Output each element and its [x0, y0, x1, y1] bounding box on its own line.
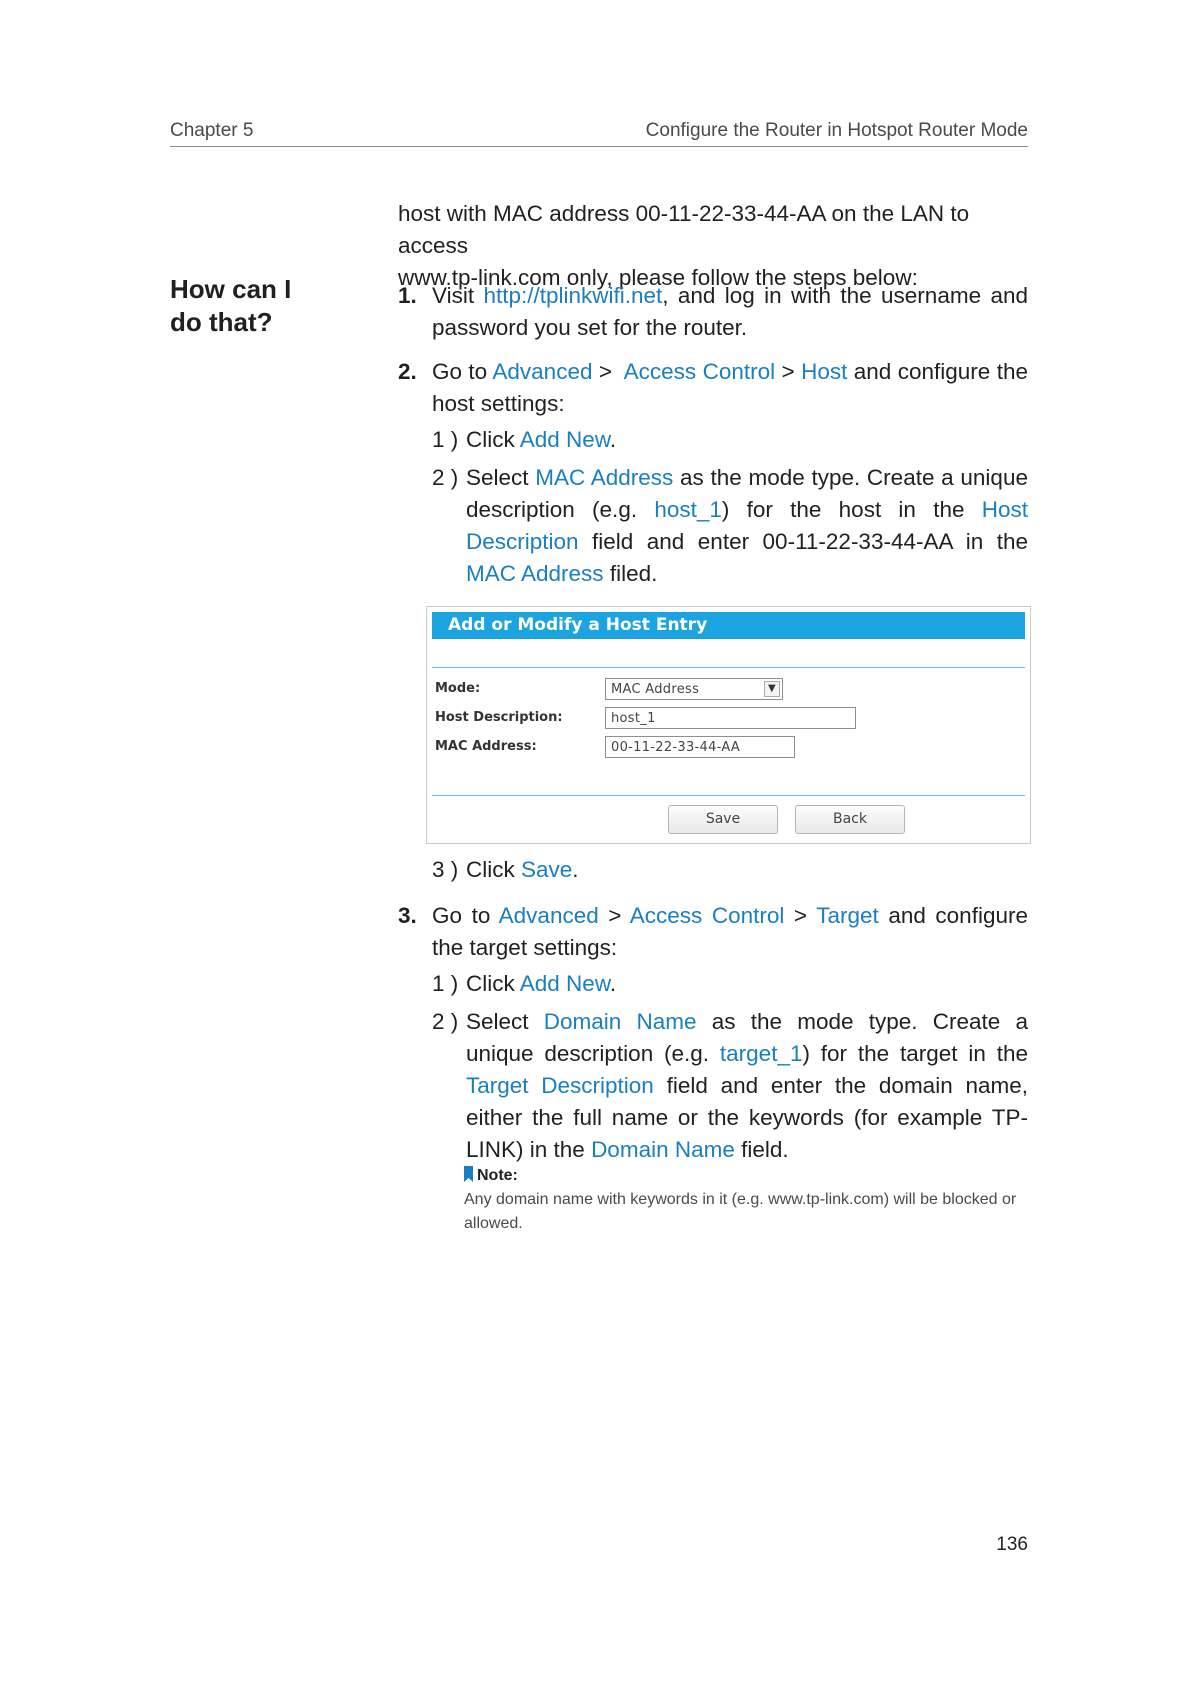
host-1-ref: host_1: [654, 497, 722, 522]
step-1-text: [432, 280, 1028, 344]
step-3-sub-1-number: 1 ): [432, 971, 459, 996]
step-2-sub-2-text: [466, 462, 1028, 590]
step-3-sub-2-t2: as the mode type. Create a unique description (e.g.: [466, 1009, 1028, 1066]
advanced-menu-ref-2: Advanced: [498, 903, 599, 928]
save-button[interactable]: Save: [668, 805, 778, 834]
intro-line-2: www.tp-link.com only, please follow the steps below:: [398, 265, 918, 290]
note-heading: [464, 1166, 518, 1185]
side-heading: [170, 273, 291, 339]
step-3-sub-2-t4: field and enter the domain name, either the full name or the keywords (for example TP-LINK) in the: [466, 1073, 1028, 1162]
add-new-ref: Add New: [519, 427, 610, 452]
chapter-label: Chapter 5: [170, 120, 254, 141]
panel-title: Add or Modify a Host Entry: [448, 615, 708, 635]
step-2-sub-2-t1: Select: [466, 465, 536, 490]
mode-select[interactable]: [605, 678, 783, 700]
mac-address-ref-2: MAC Address: [466, 561, 604, 586]
domain-name-ref-2: Domain Name: [591, 1137, 735, 1162]
step-2-sub-3-number: 3 ): [432, 857, 459, 882]
step-3-sub-2-t5: field.: [734, 1137, 789, 1162]
step-3-sep-2: >: [784, 903, 817, 928]
step-2-sub-1-post: .: [609, 427, 617, 452]
step-2-sep-1: >: [592, 359, 624, 384]
note-text: Any domain name with keywords in it (e.g. www.tp-link.com) will be blocked or allowed.: [464, 1191, 1017, 1232]
step-2-sub-2-t4: field and enter 00-11-22-33-44-AA in the: [578, 529, 1028, 554]
step-3-text: [432, 900, 1028, 964]
mac-address-input[interactable]: 00-11-22-33-44-AA: [605, 736, 795, 758]
back-button[interactable]: Back: [795, 805, 905, 834]
advanced-menu-ref: Advanced: [492, 359, 593, 384]
host-description-ref: Host Description: [466, 497, 1028, 554]
step-2-sub-2-number: 2 ): [432, 465, 459, 490]
side-heading-line-1: How can I: [170, 274, 292, 304]
add-new-ref-2: Add New: [519, 971, 610, 996]
step-3-sep-1: >: [598, 903, 630, 928]
chapter-title: Configure the Router in Hotspot Router Mode: [645, 120, 1028, 141]
tplinkwifi-link[interactable]: http://tplinkwifi.net: [483, 283, 663, 308]
target-1-ref: target_1: [719, 1041, 803, 1066]
mode-select-value: MAC Address: [611, 682, 700, 697]
step-2-sub-1-text: [466, 424, 1028, 456]
page-header: [170, 120, 1028, 147]
step-1-pre: Visit: [432, 283, 484, 308]
step-1-number: 1.: [398, 283, 417, 308]
step-2-sub-3-text: [466, 854, 1028, 886]
step-3-post: and configure the target settings:: [432, 903, 1028, 960]
step-3-sub-2-t1: Select: [466, 1009, 544, 1034]
step-2-sub-2-t5: filed.: [603, 561, 658, 586]
mac-address-label: MAC Address:: [435, 739, 537, 754]
step-2-text: [432, 356, 1028, 420]
step-2-sub-3-post: .: [572, 857, 579, 882]
side-heading-line-2: do that?: [170, 307, 273, 337]
target-menu-ref: Target: [816, 903, 879, 928]
step-2-sub-3-pre: Click: [466, 857, 521, 882]
panel-divider-top: [432, 667, 1025, 668]
host-entry-panel: [426, 606, 1031, 844]
mode-label: Mode:: [435, 681, 481, 696]
step-2-sub-2-t2: as the mode type. Create a unique description (e.g.: [466, 465, 1028, 522]
step-2-sub-1-pre: Click: [466, 427, 520, 452]
note-heading-text: Note:: [477, 1167, 518, 1184]
panel-title-bar: [432, 612, 1025, 639]
domain-name-ref: Domain Name: [543, 1009, 697, 1034]
chevron-down-icon[interactable]: ▼: [764, 681, 780, 697]
step-2-sep-2: >: [775, 359, 802, 384]
target-description-ref: Target Description: [466, 1073, 654, 1098]
page-number: 136: [996, 1534, 1028, 1555]
step-2-post: and configure the host settings:: [432, 359, 1028, 416]
step-1-post: , and log in with the username and password you set for the router.: [432, 283, 1028, 340]
step-3-sub-2-number: 2 ): [432, 1009, 459, 1034]
step-3-sub-1-text: [466, 968, 1028, 1000]
step-3-sub-2-text: [466, 1006, 1028, 1166]
access-control-menu-ref-2: Access Control: [629, 903, 785, 928]
step-3-sub-1-pre: Click: [466, 971, 520, 996]
host-description-input[interactable]: host_1: [605, 707, 856, 729]
intro-line-1: host with MAC address 00-11-22-33-44-AA on the LAN to access: [398, 201, 970, 258]
step-3-number: 3.: [398, 903, 417, 928]
host-description-label: Host Description:: [435, 710, 563, 725]
step-3-sub-1-post: .: [609, 971, 617, 996]
step-2-sub-2-t3: ) for the host in the: [721, 497, 982, 522]
host-menu-ref: Host: [801, 359, 848, 384]
step-2-sub-1-number: 1 ): [432, 427, 459, 452]
bookmark-icon: [464, 1166, 473, 1182]
step-3-pre: Go to: [432, 903, 499, 928]
step-3-sub-2-t3: ) for the target in the: [802, 1041, 1028, 1066]
step-2-number: 2.: [398, 359, 417, 384]
save-ref: Save: [521, 857, 573, 882]
access-control-menu-ref: Access Control: [623, 359, 776, 384]
step-2-pre: Go to: [432, 359, 493, 384]
panel-divider-bottom: [432, 795, 1025, 796]
mac-address-ref: MAC Address: [535, 465, 674, 490]
